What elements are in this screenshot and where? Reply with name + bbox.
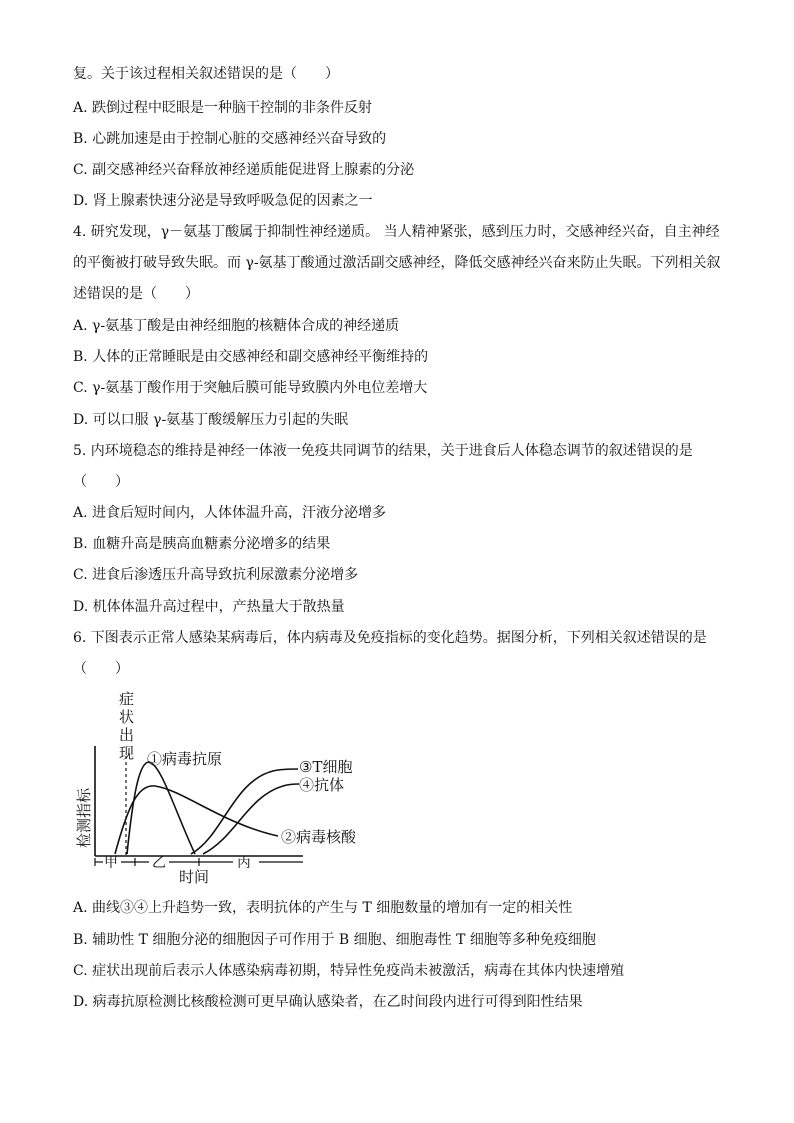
q5-option-d: D. 机体体温升高过程中，产热量大于散热量 — [73, 599, 345, 615]
immune-indicator-chart — [73, 686, 373, 886]
q5-option-b: B. 血糖升高是胰高血糖素分泌增多的结果 — [73, 536, 331, 552]
q4-option-b: B. 人体的正常睡眠是由交感神经和副交感神经平衡维持的 — [73, 349, 429, 365]
period-label-jia: 甲 — [104, 855, 118, 871]
curve-virus-antigen — [127, 762, 195, 854]
q4-stem-line-1: 4. 研究发现，γ－氨基丁酸属于抑制性神经递质。 当人精神紧张，感到压力时，交感神经兴奋，自主神经 — [73, 224, 720, 240]
symptom-label-4: 现 — [119, 744, 135, 762]
question-intro: 复。关于该过程相关叙述错误的是（ ） — [73, 66, 339, 82]
q4-option-d: D. 可以口服 γ-氨基丁酸缓解压力引起的失眠 — [73, 412, 349, 428]
q6-option-d: D. 病毒抗原检测比核酸检测可更早确认感染者，在乙时间段内进行可得到阳性结果 — [73, 994, 583, 1010]
q6-option-a: A. 曲线③④上升趋势一致，表明抗体的产生与 T 细胞数量的增加有一定的相关性 — [73, 900, 573, 916]
series-label-antibody: ④抗体 — [299, 776, 345, 794]
series-label-virus-antigen: ①病毒抗原 — [147, 750, 223, 768]
q6-stem-line-1: 6. 下图表示正常人感染某病毒后，体内病毒及免疫指标的变化趋势。据图分析，下列相关叙述错误的是 — [73, 630, 707, 646]
curve-virus-nucleic-acid — [115, 786, 278, 854]
y-axis-label: 检测指标 — [75, 787, 93, 848]
series-label-virus-nucleic-acid: ②病毒核酸 — [281, 828, 357, 846]
q4-stem-line-2: 的平衡被打破导致失眠。而 γ-氨基丁酸通过激活副交感神经，降低交感神经兴奋来防止失眠。下列相关叙 — [73, 255, 721, 271]
q4-option-a: A. γ-氨基丁酸是由神经细胞的核糖体合成的神经递质 — [73, 318, 400, 334]
symptom-label-1: 症 — [119, 690, 135, 708]
q5-option-c: C. 进食后渗透压升高导致抗利尿激素分泌增多 — [73, 567, 359, 583]
q6-option-b: B. 辅助性 T 细胞分泌的细胞因子可作用于 B 细胞、细胞毒性 T 细胞等多种免疫细胞 — [73, 932, 596, 948]
q4-option-c: C. γ-氨基丁酸作用于突触后膜可能导致膜内外电位差增大 — [73, 380, 428, 396]
q3-option-b: B. 心跳加速是由于控制心脏的交感神经兴奋导致的 — [73, 131, 387, 147]
symptom-label-2: 状 — [119, 708, 135, 726]
q3-option-d: D. 肾上腺素快速分泌是导致呼吸急促的因素之一 — [73, 193, 373, 209]
q6-stem-line-2: （ ） — [73, 661, 129, 677]
period-label-bing: 丙 — [237, 855, 251, 871]
q5-stem-line-2: （ ） — [73, 474, 129, 490]
q5-stem-line-1: 5. 内环境稳态的维持是神经一体液一免疫共同调节的结果，关于进食后人体稳态调节的叙述错误的是 — [73, 443, 693, 459]
q4-stem-line-3: 述错误的是（ ） — [73, 286, 199, 302]
q3-option-c: C. 副交感神经兴奋释放神经递质能促进肾上腺素的分泌 — [73, 162, 415, 178]
chart-svg — [73, 686, 373, 886]
series-label-t-cell: ③T细胞 — [299, 758, 353, 776]
q5-option-a: A. 进食后短时间内，人体体温升高，汗液分泌增多 — [73, 505, 387, 521]
x-axis-label: 时间 — [179, 868, 210, 886]
q3-option-a: A. 跌倒过程中眨眼是一种脑干控制的非条件反射 — [73, 100, 373, 116]
symptom-label-3: 出 — [119, 726, 135, 744]
q6-option-c: C. 症状出现前后表示人体感染病毒初期，特异性免疫尚未被激活，病毒在其体内快速增殖 — [73, 963, 625, 979]
period-label-yi: 乙 — [152, 855, 166, 871]
